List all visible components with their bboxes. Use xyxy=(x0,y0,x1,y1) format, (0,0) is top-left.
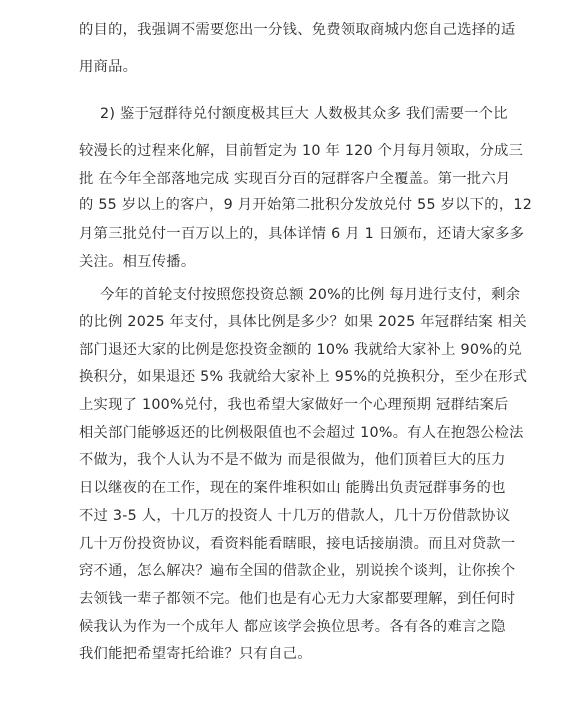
text-line: 我们能把希望寄托给谁？只有自己。 xyxy=(79,646,312,662)
text-line: 的比例 2025 年支付，具体比例是多少？如果 2025 年冠群结案 相关 xyxy=(79,314,527,330)
text-line: 相关部门能够返还的比例极限值也不会超过 10%。有人在抱怨公检法 xyxy=(79,425,524,441)
text-line: 去领钱一辈子都领不完。他们也是有心无力大家都要理解，到任何时 xyxy=(79,591,516,607)
text-line: 批 在今年全部落地完成 实现百分百的冠群客户全覆盖。第一批六月 xyxy=(79,171,511,187)
text-line: 关注。相互传播。 xyxy=(79,254,196,270)
text-line: 不过 3-5 人，十几万的投资人 十几万的借款人，几十万份借款协议 xyxy=(79,508,511,524)
text-line: 月第三批兑付一百万以上的，具体详情 6 月 1 日颁布，还请大家多多 xyxy=(79,226,525,242)
text-line: 今年的首轮支付按照您投资总额 20%的比例 每月进行支付，剩余 xyxy=(100,287,521,303)
text-line: 部门退还大家的比例是您投资金额的 10% 我就给大家补上 90%的兑 xyxy=(79,342,523,358)
text-line: 2) 鉴于冠群待兑付额度极其巨大 人数极其众多 我们需要一个比 xyxy=(100,106,508,122)
text-line: 换积分，如果退还 5% 我就给大家补上 95%的兑换积分，至少在形式 xyxy=(79,369,528,385)
text-line: 不做为，我个人认为不是不做为 而是很做为，他们顶着巨大的压力 xyxy=(79,452,506,468)
text-line: 较漫长的过程来化解，目前暂定为 10 年 120 个月每月领取，分成三 xyxy=(79,143,524,159)
text-line: 的 55 岁以上的客户，9 月开始第二批积分发放兑付 55 岁以下的，12 xyxy=(79,197,533,213)
text-line: 几十万份投资协议，看资料能看瞎眼，接电话接崩溃。而且对贷款一 xyxy=(79,536,516,552)
text-line: 候我认为作为一个成年人 都应该学会换位思考。各有各的难言之隐 xyxy=(79,619,506,635)
text-line: 的目的，我强调不需要您出一分钱、免费领取商城内您自己选择的适 xyxy=(79,22,516,38)
text-line: 日以继夜的在工作，现在的案件堆积如山 能腾出负责冠群事务的也 xyxy=(79,480,506,496)
text-line: 上实现了 100%兑付，我也希望大家做好一个心理预期 冠群结案后 xyxy=(79,397,509,413)
text-line: 窍不通，怎么解决？遍布全国的借款企业，别说挨个谈判，让你挨个 xyxy=(79,563,516,579)
text-line: 用商品。 xyxy=(79,59,138,75)
